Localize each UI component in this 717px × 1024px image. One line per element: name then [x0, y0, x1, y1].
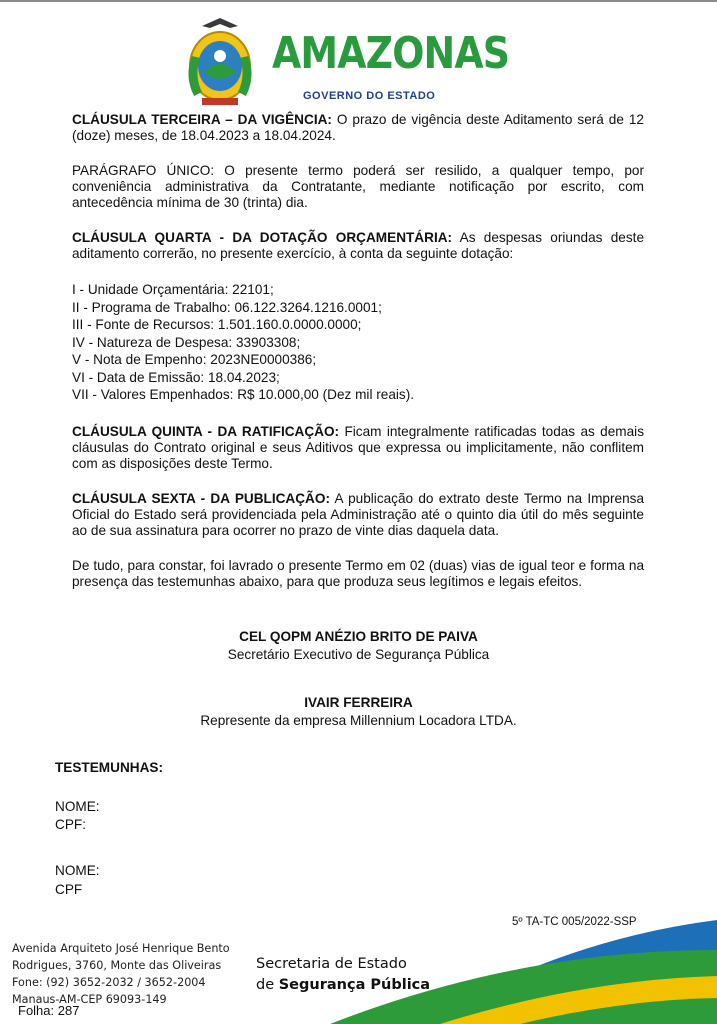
footer-address — [12, 940, 230, 1008]
clause-terceira — [72, 112, 644, 144]
secretaria-name: Segurança Pública — [278, 977, 431, 993]
witness-1-name-label: NOME: — [55, 799, 100, 814]
top-border-line — [0, 0, 717, 2]
coat-of-arms-icon — [180, 16, 260, 108]
list-item: IV - Natureza de Despesa: 33903308; — [72, 334, 301, 350]
signatory-name: CEL QOPM ANÉZIO BRITO DE PAIVA — [239, 629, 478, 644]
clause-text: A publicação do extrato deste Termo na Imprensa Oficial do Estado será providenciada pela Administração até o quinto dia útil do mês seguinte ao de sua assinatura para ocorrer no prazo de vinte dias daquela data. — [72, 490, 644, 538]
brand-title: AMAZONAS — [272, 28, 510, 79]
list-item: II - Programa de Trabalho: 06.122.3264.1216.0001; — [72, 299, 382, 315]
witnesses-title: TESTEMUNHAS: — [55, 760, 163, 775]
header-logo — [180, 12, 510, 108]
witness-1-cpf-label: CPF: — [55, 817, 86, 832]
list-item: III - Fonte de Recursos: 1.501.160.0.0000.0000; — [72, 317, 362, 332]
clause-quarta — [72, 230, 644, 262]
dotacao-list — [72, 281, 644, 404]
signatory-name: IVAIR FERREIRA — [304, 695, 413, 710]
secretaria-line-2 — [256, 975, 430, 996]
brand-subtitle: GOVERNO DO ESTADO — [303, 90, 436, 102]
clause-sexta — [72, 491, 644, 539]
address-line: Rodrigues, 3760, Monte das Oliveiras — [12, 959, 222, 972]
address-line: Fone: (92) 3652-2032 / 3652-2004 — [12, 976, 206, 989]
address-line: Avenida Arquiteto José Henrique Bento — [12, 942, 230, 955]
closing-paragraph: De tudo, para constar, foi lavrado o presente Termo em 02 (duas) vias de igual teor e forma na presença das testemunhas abaixo, para que produza seus legítimos e legais efeitos. — [72, 557, 644, 589]
witness-2-cpf-label: CPF — [55, 882, 83, 897]
clause-heading: CLÁUSULA QUARTA - DA DOTAÇÃO ORÇAMENTÁRIA: — [72, 230, 453, 245]
signature-secretario — [0, 628, 717, 663]
address-line: Manaus-AM-CEP 69093-149 — [12, 993, 167, 1006]
clause-heading: CLÁUSULA TERCEIRA – DA VIGÊNCIA: — [72, 112, 332, 127]
list-item: V - Nota de Empenho: 2023NE0000386; — [72, 352, 317, 367]
document-reference: 5º TA-TC 005/2022-SSP — [512, 916, 637, 928]
clause-heading: CLÁUSULA QUINTA - DA RATIFICAÇÃO: — [72, 423, 340, 439]
signature-empresa — [0, 694, 717, 729]
footer-secretaria — [256, 954, 430, 996]
signatory-role: Secretário Executivo de Segurança Pública — [227, 647, 490, 662]
clause-heading: CLÁUSULA SEXTA - DA PUBLICAÇÃO: — [72, 490, 330, 506]
clause-text: O prazo de vigência deste Aditamento será de 12 (doze) meses, de 18.04.2023 a 18.04.2024. — [72, 112, 644, 143]
page-number: Folha: 287 — [18, 1003, 80, 1018]
clause-text: Ficam integralmente ratificadas todas as demais cláusulas do Contrato original e seus Aditivos que expressa ou implicitamente, não conflitem com as disposições deste Termo. — [72, 423, 644, 471]
witness-2-name-label: NOME: — [55, 863, 100, 878]
secretaria-prefix: de — [256, 977, 279, 993]
list-item: VII - Valores Empenhados: R$ 10.000,00 (Dez mil reais). — [72, 387, 415, 402]
list-item: VI - Data de Emissão: 18.04.2023; — [72, 369, 280, 385]
paragrafo-unico: PARÁGRAFO ÚNICO: O presente termo poderá ser resilido, a qualquer tempo, por conveniência administrativa da Contratante, mediante notificação por escrito, com antecedência mínima de 30 (trinta) dia. — [72, 163, 644, 210]
secretaria-line-1: Secretaria de Estado — [256, 956, 407, 972]
signatory-role: Represente da empresa Millennium Locadora LTDA. — [200, 713, 517, 728]
document-body — [72, 112, 644, 609]
clause-quinta — [72, 424, 644, 472]
list-item: I - Unidade Orçamentária: 22101; — [72, 282, 274, 297]
clause-text: As despesas oriundas deste aditamento correrão, no presente exercício, à conta da seguinte dotação: — [72, 230, 645, 261]
